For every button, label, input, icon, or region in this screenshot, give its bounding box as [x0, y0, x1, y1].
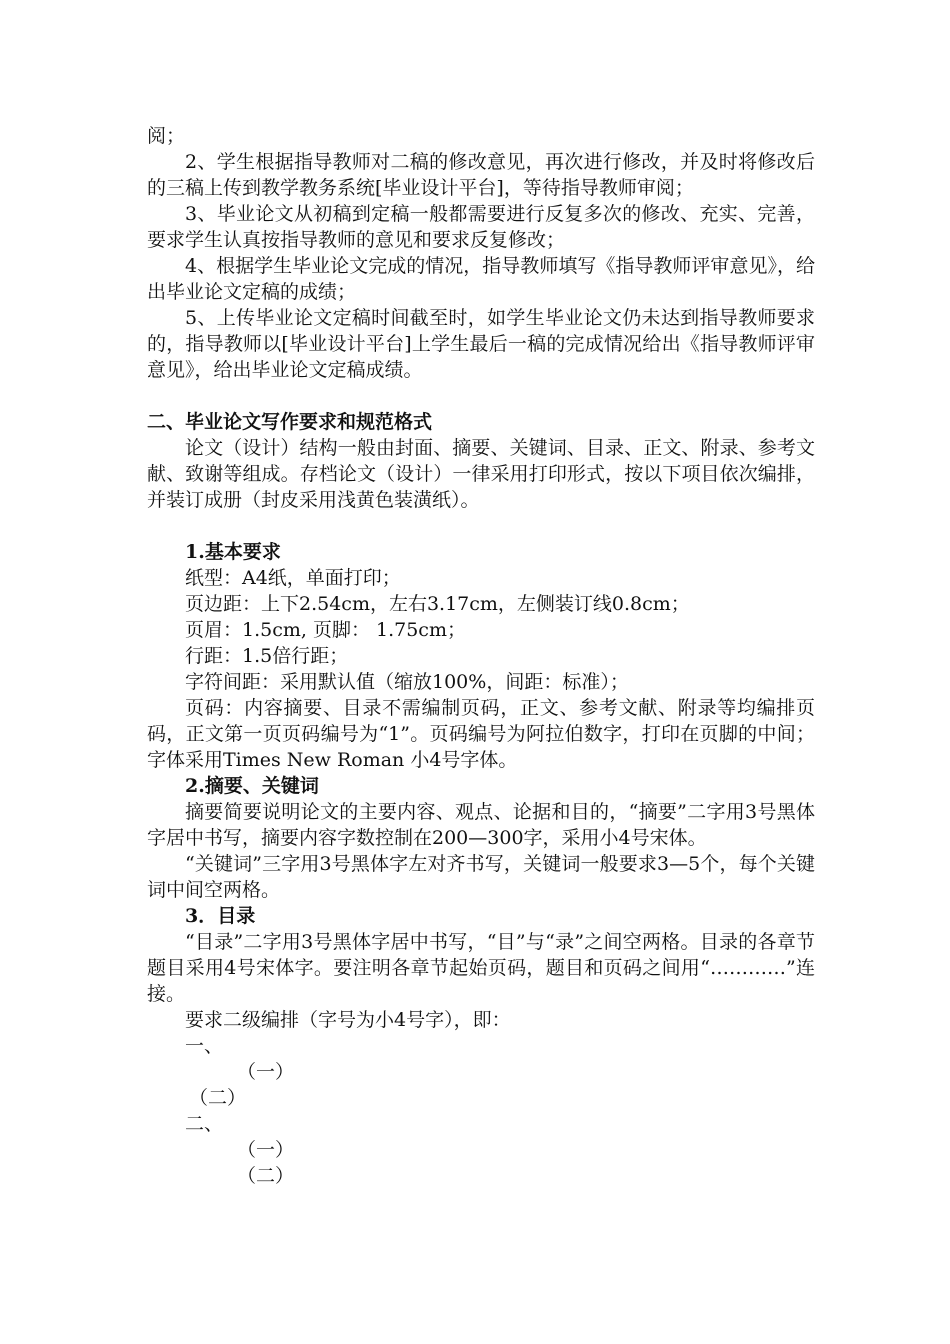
spacer [147, 383, 815, 409]
spacer [147, 513, 815, 539]
document-body [147, 123, 815, 1189]
paragraph-step-4: 4、根据学生毕业论文完成的情况，指导教师填写《指导教师评审意见》，给出毕业论文定稿的成绩； [147, 255, 815, 303]
margins-line: 页边距：上下2.54cm，左右3.17cm，左侧装订线0.8cm； [185, 593, 690, 615]
basic-requirements-heading: 1.基本要求 [185, 541, 281, 563]
paragraph-step-5: 5、上传毕业论文定稿时间截至时，如学生毕业论文仍未达到指导教师要求的，指导教师以[毕业设计平台]上学生最后一稿的完成情况给出《指导教师评审意见》，给出毕业论文定稿成绩。 [147, 307, 815, 381]
outline-item: 一、 [185, 1035, 224, 1057]
abstract-heading: 2.摘要、关键词 [185, 775, 319, 797]
section-intro: 论文（设计）结构一般由封面、摘要、关键词、目录、正文、附录、参考文献、致谢等组成。存档论文（设计）一律采用打印形式，按以下项目依次编排，并装订成册（封皮采用浅黄色装潢纸）。 [147, 437, 815, 511]
toc-heading: 3．目录 [185, 905, 256, 927]
outline-item: （二） [237, 1165, 295, 1187]
outline-item: （二） [189, 1087, 247, 1109]
section-heading: 二、毕业论文写作要求和规范格式 [147, 411, 433, 433]
outline-item: （一） [237, 1061, 295, 1083]
paragraph-continued: 阅； [147, 125, 186, 147]
paragraph-step-3: 3、毕业论文从初稿到定稿一般都需要进行反复多次的修改、充实、完善，要求学生认真按指导教师的意见和要求反复修改； [147, 203, 815, 251]
page-number-line: 页码：内容摘要、目录不需编制页码，正文、参考文献、附录等均编排页码，正文第一页页码编号为“1”。页码编号为阿拉伯数字，打印在页脚的中间；字体采用Times New Roman 小4号字体。 [147, 697, 815, 771]
paragraph-step-2: 2、学生根据指导教师对二稿的修改意见，再次进行修改，并及时将修改后的三稿上传到教学教务系统[毕业设计平台]，等待指导教师审阅； [147, 151, 815, 199]
toc-paragraph: “目录”二字用3号黑体字居中书写，“目”与“录”之间空两格。目录的各章节题目采用4号宋体字。要注明各章节起始页码，题目和页码之间用“…………”连接。 [147, 931, 815, 1005]
toc-levels-paragraph: 要求二级编排（字号为小4号字），即： [185, 1009, 511, 1031]
header-footer-line: 页眉：1.5cm, 页脚： 1.75cm； [185, 619, 466, 641]
keywords-paragraph: “关键词”三字用3号黑体字左对齐书写，关键词一般要求3—5个，每个关键词中间空两格。 [147, 853, 815, 901]
char-spacing-line: 字符间距：采用默认值（缩放100%，间距：标准）； [185, 671, 629, 693]
abstract-paragraph: 摘要简要说明论文的主要内容、观点、论据和目的，“摘要”二字用3号黑体字居中书写，摘要内容字数控制在200—300字，采用小4号宋体。 [147, 801, 815, 849]
paper-type-line: 纸型：A4纸，单面打印； [185, 567, 401, 589]
outline-item: （一） [237, 1139, 295, 1161]
line-spacing-line: 行距：1.5倍行距； [185, 645, 349, 667]
outline-item: 二、 [185, 1113, 224, 1135]
